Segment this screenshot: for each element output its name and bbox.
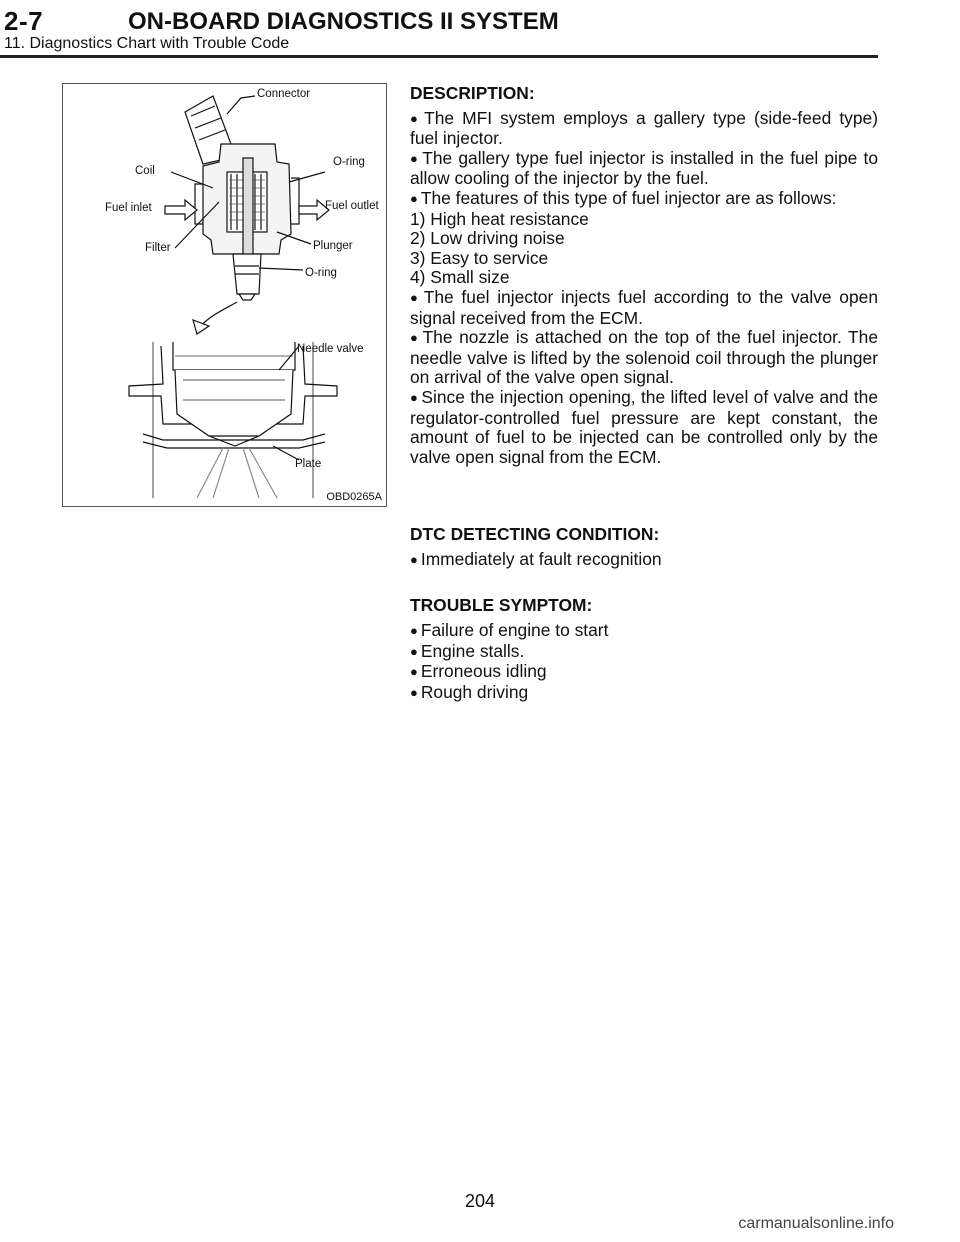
bullet-icon: ● — [410, 389, 419, 405]
main-content — [410, 84, 878, 703]
feature-item: 4) Small size — [410, 267, 510, 288]
description-bullet: ● The features of this type of fuel injector are as follows: — [410, 187, 837, 208]
section-subtitle: 11. Diagnostics Chart with Trouble Code — [4, 35, 290, 52]
figure-code: OBD0265A — [326, 491, 382, 503]
dtc-heading: DTC DETECTING CONDITION: — [410, 524, 660, 545]
bullet-icon: ● — [410, 330, 420, 346]
description-bullet: ● The MFI system employs a gallery type (side-feed type) fuel injector. — [410, 107, 878, 149]
label-filter: Filter — [145, 242, 171, 254]
dtc-item: ● Immediately at fault recognition — [410, 548, 662, 569]
description-bullet: ● The fuel injector injects fuel according to the valve open signal received from the ECM. — [410, 286, 878, 328]
label-connector: Connector — [257, 88, 311, 100]
section-title: ON-BOARD DIAGNOSTICS II SYSTEM — [128, 8, 559, 35]
label-fuel-inlet: Fuel inlet — [105, 202, 152, 214]
label-plunger: Plunger — [313, 240, 353, 252]
symptom-item: ● Failure of engine to start — [410, 620, 609, 641]
symptom-heading: TROUBLE SYMPTOM: — [410, 595, 593, 616]
header-rule — [0, 55, 878, 58]
fuel-injector-figure — [62, 83, 387, 507]
description-bullet: ● Since the injection opening, the lifted level of valve and the regulator-controlled fuel pressure are kept constant, the amount of fuel to be injected can be controlled only by the valve open signal from the ECM. — [410, 386, 878, 467]
bullet-icon: ● — [410, 110, 422, 126]
description-bullet: ● The nozzle is attached on the top of the fuel injector. The needle valve is lifted by the solenoid coil through the plunger on arrival of the valve open signal. — [410, 327, 878, 388]
symptom-item: ● Engine stalls. — [410, 640, 525, 661]
bullet-icon: ● — [410, 643, 418, 659]
label-fuel-outlet: Fuel outlet — [325, 200, 379, 212]
section-number: 2-7 — [4, 6, 44, 36]
label-plate: Plate — [295, 458, 322, 470]
feature-item: 2) Low driving noise — [410, 228, 565, 249]
label-oring-top: O-ring — [333, 156, 365, 168]
description-heading: DESCRIPTION: — [410, 83, 535, 103]
label-oring-bottom: O-ring — [305, 267, 337, 279]
page-number: 204 — [464, 1191, 496, 1211]
symptom-item: ● Erroneous idling — [410, 661, 547, 682]
watermark: carmanualsonline.info — [738, 1215, 894, 1232]
description-bullet: ● The gallery type fuel injector is installed in the fuel pipe to allow cooling of the injector by the fuel. — [410, 147, 878, 189]
bullet-icon: ● — [410, 190, 418, 206]
label-coil: Coil — [135, 165, 155, 177]
bullet-icon: ● — [410, 289, 421, 305]
feature-item: 1) High heat resistance — [410, 208, 589, 229]
symptom-item: ● Rough driving — [410, 681, 529, 702]
bullet-icon: ● — [410, 150, 420, 166]
page-header — [0, 0, 960, 60]
bullet-icon: ● — [410, 684, 418, 700]
bullet-icon: ● — [410, 623, 418, 639]
bullet-icon: ● — [410, 551, 418, 567]
bullet-icon: ● — [410, 664, 418, 680]
feature-item: 3) Easy to service — [410, 247, 549, 268]
fuel-injector-diagram — [63, 84, 386, 506]
label-needle-valve: Needle valve — [297, 343, 364, 355]
